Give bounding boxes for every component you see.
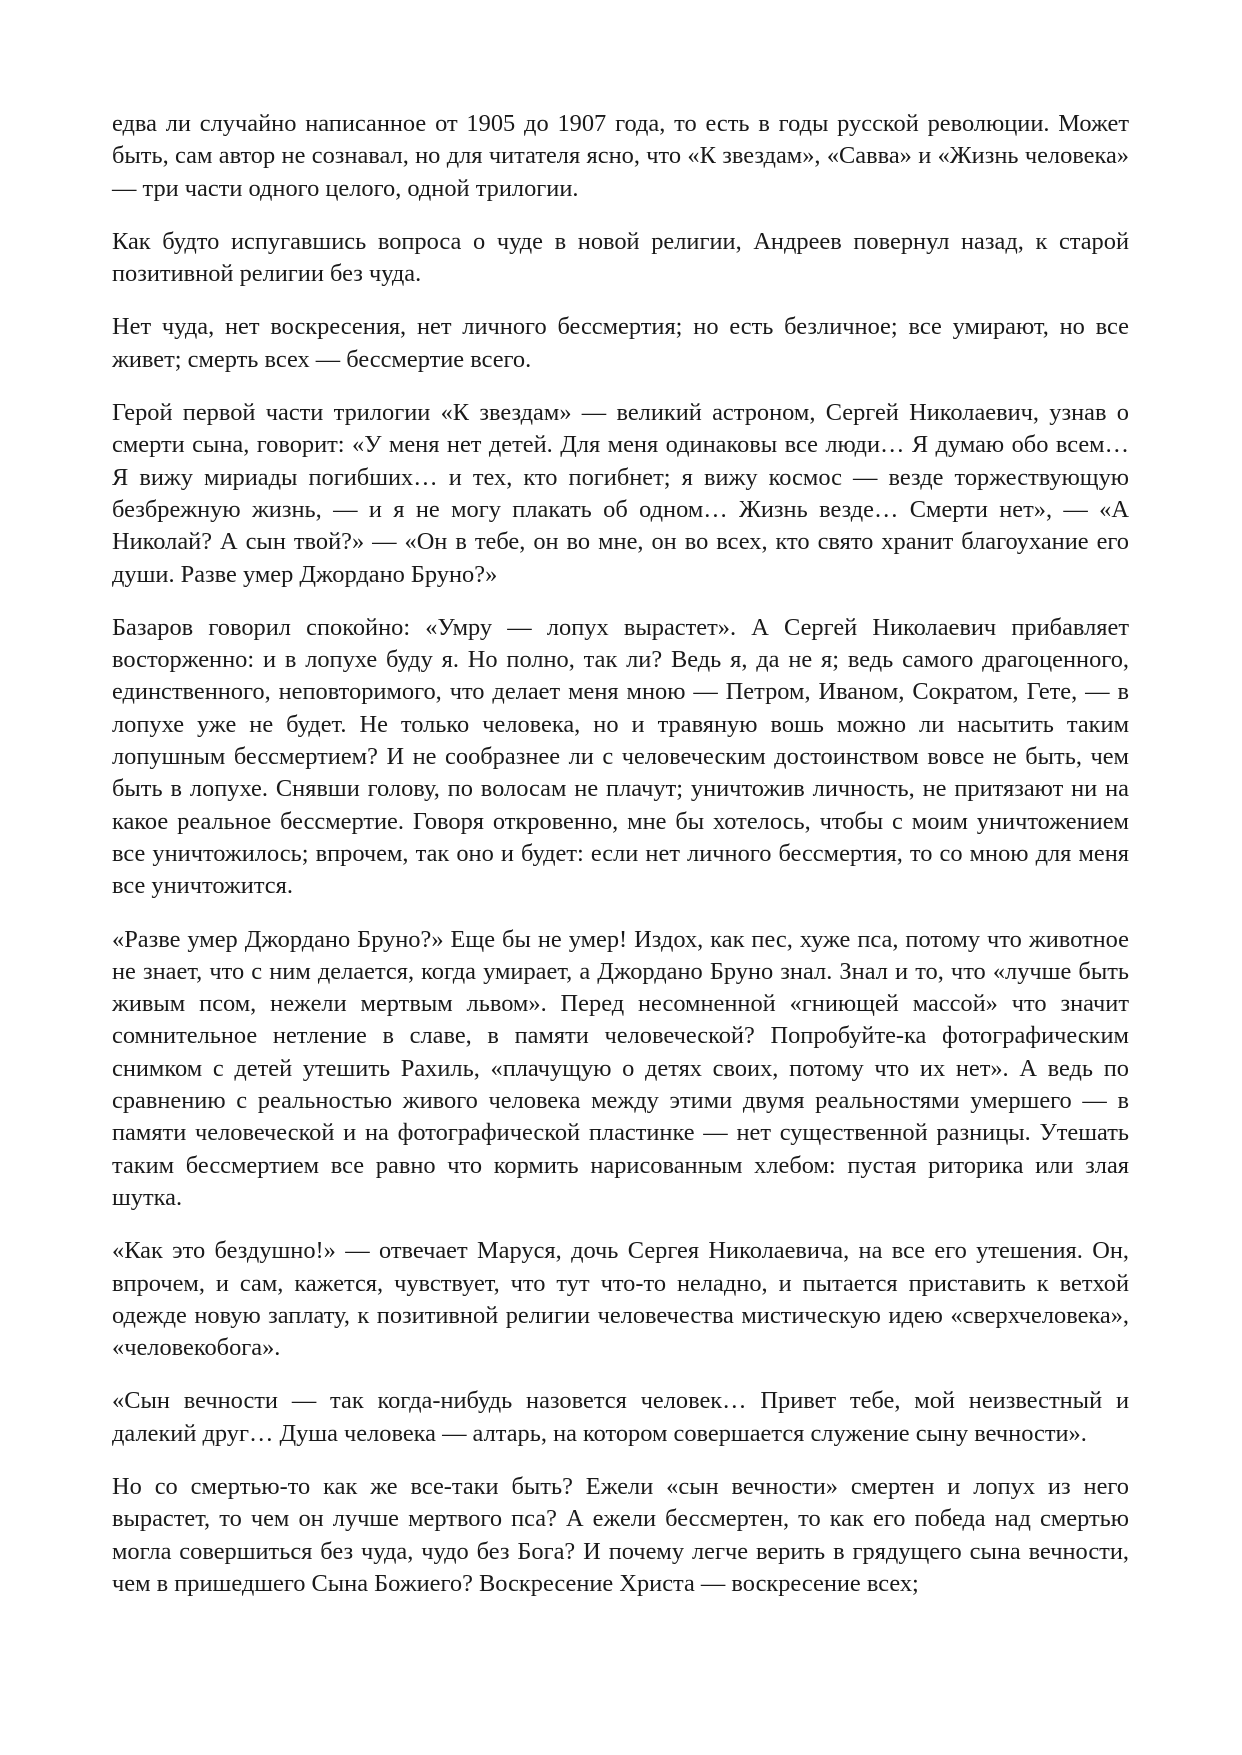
paragraph: «Сын вечности — так когда-нибудь назовется человек… Привет тебе, мой неизвестный и далекий друг… Душа человека — алтарь, на котором совершается служение сыну вечности». (112, 1387, 1129, 1447)
paragraph: Базаров говорил спокойно: «Умру — лопух вырастет». А Сергей Николаевич прибавляет восторженно: и в лопухе буду я. Но полно, так ли? Ведь я, да не я; ведь самого драгоценного, единственного, неповторимого, что делает меня мною — Петром, Иваном, Сократом, Гете, — в лопухе уже не будет. Не только человека, но и травяную вошь можно ли насытить таким лопушным бессмертием? И не сообразнее ли с человеческим достоинством вовсе не быть, чем быть в лопухе. Снявши голову, по волосам не плачут; уничтожив личность, не притязают ни на какое реальное бессмертие. Говоря откровенно, мне бы хотелось, чтобы с моим уничтожением все уничтожилось; впрочем, так оно и будет: если нет личного бессмертия, то со мною для меня все уничтожится. (112, 613, 1129, 900)
paragraph: Но со смертью-то как же все-таки быть? Ежели «сын вечности» смертен и лопух из него вырастет, то чем он лучше мертвого пса? А ежели бессмертен, то как его победа над смертью могла совершиться без чуда, чудо без Бога? И почему легче верить в грядущего сына вечности, чем в пришедшего Сына Божиего? Воскресение Христа — воскресение всех; (112, 1472, 1129, 1597)
paragraph: Как будто испугавшись вопроса о чуде в новой религии, Андреев повернул назад, к старой позитивной религии без чуда. (112, 227, 1129, 288)
paragraph: Герой первой части трилогии «К звездам» — великий астроном, Сергей Николаевич, узнав о смерти сына, говорит: «У меня нет детей. Для меня одинаковы все люди… Я думаю обо всем… Я вижу мириады погибших… и тех, кто погибнет; я вижу космос — везде торжествующую безбрежную жизнь, — и я не могу плакать об одном… Жизнь везде… Смерти нет», — «А Николай? А сын твой?» — «Он в тебе, он во мне, он во всех, кто свято хранит благоухание его души. Разве умер Джордано Бруно?» (112, 399, 1129, 588)
document-text-body (112, 108, 1129, 1621)
paragraph: Нет чуда, нет воскресения, нет личного бессмертия; но есть безличное; все умирают, но все живет; смерть всех — бессмертие всего. (112, 313, 1129, 373)
paragraph: едва ли случайно написанное от 1905 до 1907 года, то есть в годы русской революции. Может быть, сам автор не сознавал, но для читателя ясно, что «К звездам», «Савва» и «Жизнь человека» — три части одного целого, одной трилогии. (112, 110, 1129, 202)
paragraph: «Как это бездушно!» — отвечает Маруся, дочь Сергея Николаевича, на все его утешения. Он, впрочем, и сам, кажется, чувствует, что тут что-то неладно, и пытается приставить к ветхой одежде новую заплату, к позитивной религии человечества мистическую идею «сверхчеловека», «человекобога». (112, 1237, 1129, 1362)
paragraph: «Разве умер Джордано Бруно?» Еще бы не умер! Издох, как пес, хуже пса, потому что животное не знает, что с ним делается, когда умирает, а Джордано Бруно знал. Знал и то, что «лучше быть живым псом, нежели мертвым львом». Перед несомненной «гниющей массой» что значит сомнительное нетление в славе, в памяти человеческой? Попробуйте-ка фотографическим снимком с детей утешить Рахиль, «плачущую о детях своих, потому что их нет». А ведь по сравнению с реальностью живого человека между этими двумя реальностями умершего — в памяти человеческой и на фотографической пластинке — нет существенной разницы. Утешать таким бессмертием все равно что кормить нарисованным хлебом: пустая риторика или злая шутка. (112, 925, 1129, 1211)
